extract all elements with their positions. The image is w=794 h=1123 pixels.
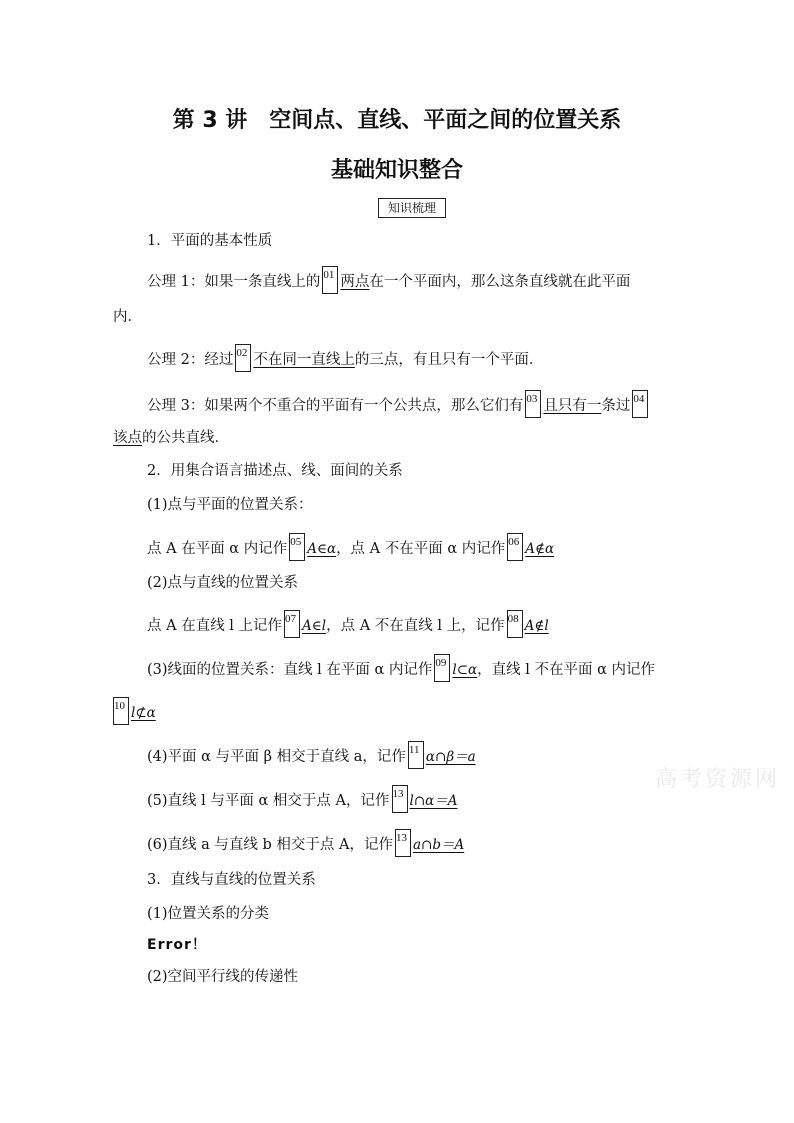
- knowledge-tag: 知识梳理: [378, 198, 446, 218]
- s2-p2-line: 点 A 在直线 l 上记作 07 A∈l，点 A 不在直线 l 上，记作 08 A∉l: [147, 610, 549, 638]
- blank-box-06: 06: [507, 533, 523, 561]
- answer-08: A∉l: [524, 618, 549, 634]
- s2-p4-line: (4)平面 α 与平面 β 相交于直线 a，记作 11 α∩β＝a: [147, 741, 476, 769]
- answer-04: 该点: [113, 430, 142, 446]
- blank-box-13: 13: [395, 829, 411, 857]
- blank-box-07: 07: [284, 610, 300, 638]
- error-text: Error！: [147, 937, 207, 953]
- section-title: 基础知识整合: [330, 158, 463, 183]
- blank-box-09: 09: [434, 654, 450, 682]
- s3-p2: (2)空间平行线的传递性: [147, 969, 299, 985]
- axiom-3-cont: 该点的公共直线．: [113, 430, 229, 446]
- answer-12: l∩α＝A: [409, 793, 458, 809]
- answer-03: 且只有一: [543, 398, 602, 414]
- s2-p1: (1)点与平面的位置关系：: [147, 497, 313, 513]
- page-title: 第 3 讲 空间点、直线、平面之间的位置关系: [172, 108, 622, 133]
- answer-05: A∈α: [307, 541, 337, 557]
- s2-p6-line: (6)直线 a 与直线 b 相交于点 A，记作 13 a∩b＝A: [147, 829, 464, 857]
- blank-box-02: 02: [235, 344, 251, 372]
- s2-p5-line: (5)直线 l 与平面 α 相交于点 A，记作 13 l∩α＝A: [147, 785, 458, 813]
- blank-box-01: 01: [322, 266, 338, 294]
- s2-p3-cont: [113, 697, 156, 725]
- blank-box-10: 10: [113, 697, 129, 725]
- answer-09: l⊂α: [452, 662, 478, 678]
- blank-box-05: 05: [289, 533, 305, 561]
- axiom-1-cont: 内．: [113, 309, 142, 325]
- s2-p2: (2)点与直线的位置关系: [147, 575, 299, 591]
- axiom-2: 公理 2：经过 02 不在同一直线上的三点，有且只有一个平面．: [147, 344, 543, 372]
- answer-07: A∈l: [302, 618, 327, 634]
- blank-box-03: 03: [525, 390, 541, 418]
- axiom-1: 公理 1：如果一条直线上的 01 两点在一个平面内，那么这条直线就在此平面: [147, 266, 630, 294]
- blank-box-12: 13: [392, 785, 408, 813]
- s1-heading: 1．平面的基本性质: [147, 233, 273, 249]
- s2-p1-line: 点 A 在平面 α 内记作 05 A∈α，点 A 不在平面 α 内记作 06 A∉α: [147, 533, 554, 561]
- s3-heading: 3．直线与直线的位置关系: [147, 872, 316, 888]
- s2-p3-line: (3)线面的位置关系：直线 l 在平面 α 内记作 09 l⊂α，直线 l 不在平面 α 内记作: [147, 654, 655, 682]
- answer-02: 不在同一直线上: [253, 352, 355, 368]
- answer-06: A∉α: [525, 541, 555, 557]
- blank-box-11: 11: [408, 741, 424, 769]
- blank-box-08: 08: [507, 610, 523, 638]
- blank-box-04: 04: [632, 390, 648, 418]
- axiom-3: 公理 3：如果两个不重合的平面有一个公共点，那么它们有 03 且只有一条过 04: [147, 390, 650, 418]
- answer-11: α∩β＝a: [425, 749, 476, 765]
- s3-p1: (1)位置关系的分类: [147, 906, 270, 922]
- watermark: 高考资源网: [655, 767, 781, 792]
- answer-13: a∩b＝A: [412, 837, 465, 853]
- answer-01: 两点: [340, 274, 370, 290]
- answer-10: l⊄α: [131, 705, 156, 721]
- s2-heading: 2．用集合语言描述点、线、面间的关系: [147, 463, 403, 479]
